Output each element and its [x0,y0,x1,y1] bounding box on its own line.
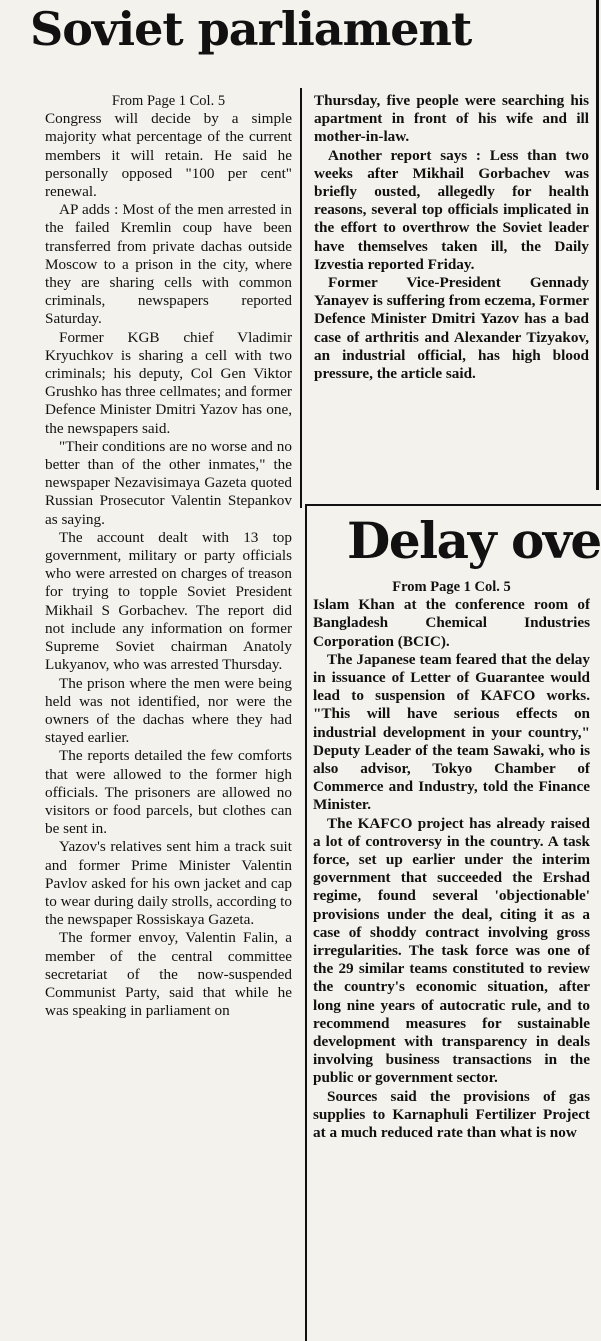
article-paragraph: Former Vice-President Gennady Yanayev is suffering from eczema, Former Defence Minister Dmitri Yazov has a bad case of arthritis and Alexander Tizyakov, an industrial official, has high blood pressure, the article said. [314,274,589,383]
article-paragraph: The prison where the men were being held was not identified, nor were the owners of the dachas where they had stayed earlier. [45,674,292,747]
article-paragraph: The KAFCO project has already raised a lot of controversy in the country. A task force, set up earlier under the interim government that succeeded the Ershad regime, found several 'objectionable' provisions under the deal, citing it as a case of shoddy contract involving gross irregularities. The task force was one of the 29 similar teams constituted to review the country's economic situation, after long nine years of autocratic rule, and to recommend measures for sustainable development with transparency in deals involving business transactions in the public or government sector. [313,814,590,1087]
article-paragraph: The account dealt with 13 top government, military or party officials who were arrested on charges of treason for trying to topple Soviet President Mikhail S Gorbachev. The report did not include any information on former Supreme Soviet chairman Anatoly Lukyanov, who was arrested Thursday. [45,528,292,674]
article-paragraph: The reports detailed the few comforts that were allowed to the former high officials. The prisoners are allowed no visitors or food parcels, but clothes can be sent in. [45,747,292,838]
article2-column [313,578,590,1341]
dateline: From Page 1 Col. 5 [111,93,226,109]
article-paragraph: Thursday, five people were searching his apartment in front of his wife and ill mother-in-law. [314,92,589,146]
headline-delay: Delay ove [347,511,601,570]
article-paragraph: Another report says : Less than two weeks after Mikhail Gorbachev was briefly ousted, allegedly for health reasons, several top officials implicated in the effort to overthrow the Soviet leader have themselves taken ill, the Daily Izvestia reported Friday. [314,146,589,273]
article1-column-1 [45,92,292,1341]
box-rule-horizontal [305,504,601,506]
headline-soviet-parliament: Soviet parliament [30,2,472,56]
article-paragraph: Congress will decide by a simple majority what percentage of the current members it will retain. He said he personally opposed "100 per cent" renewal. [45,110,292,201]
article-paragraph: Yazov's relatives sent him a track suit and former Prime Minister Valentin Pavlov asked for his own jacket and cap to wear during daily strolls, according to the newspaper Rossiskaya Gazeta. [45,838,292,929]
box-rule-vertical [305,504,307,1341]
article1-column-2 [314,92,589,500]
article-paragraph: The former envoy, Valentin Falin, a member of the central committee secretariat of the now-suspended Communist Party, said that while he was speaking in parliament on [45,929,292,1020]
article-paragraph: AP adds : Most of the men arrested in the failed Kremlin coup have been transferred from private dachas outside Moscow to a prison in the city, where they are sharing cells with common criminals, newspapers reported Saturday. [45,201,292,328]
column-divider-top [300,88,302,508]
article-paragraph: Sources said the provisions of gas supplies to Karnaphuli Fertilizer Project at a much reduced rate than what is now [313,1087,590,1142]
article-paragraph: Former KGB chief Vladimir Kryuchkov is sharing a cell with two criminals; his deputy, Col Gen Viktor Grushko has three cellmates; and former Defence Minister Dmitri Yazov has one, the newspapers said. [45,328,292,437]
article-paragraph: Islam Khan at the conference room of Bangladesh Chemical Industries Corporation (BCIC). [313,596,590,650]
dateline: From Page 1 Col. 5 [392,579,511,595]
article-paragraph: The Japanese team feared that the delay in issuance of Letter of Guarantee would lead to suspension of KAFCO works. "This will have serious effects on industrial development in your country," Deputy Leader of the team Sawaki, who is also advisor, Tokyo Chamber of Commerce and Industry, told the Finance Minister. [313,650,590,814]
article-paragraph: "Their conditions are no worse and no better than of the other inmates," the newspaper Nezavisimaya Gazeta quoted Russian Prosecutor Valentin Stepankov as saying. [45,437,292,528]
right-edge-rule [596,0,599,490]
